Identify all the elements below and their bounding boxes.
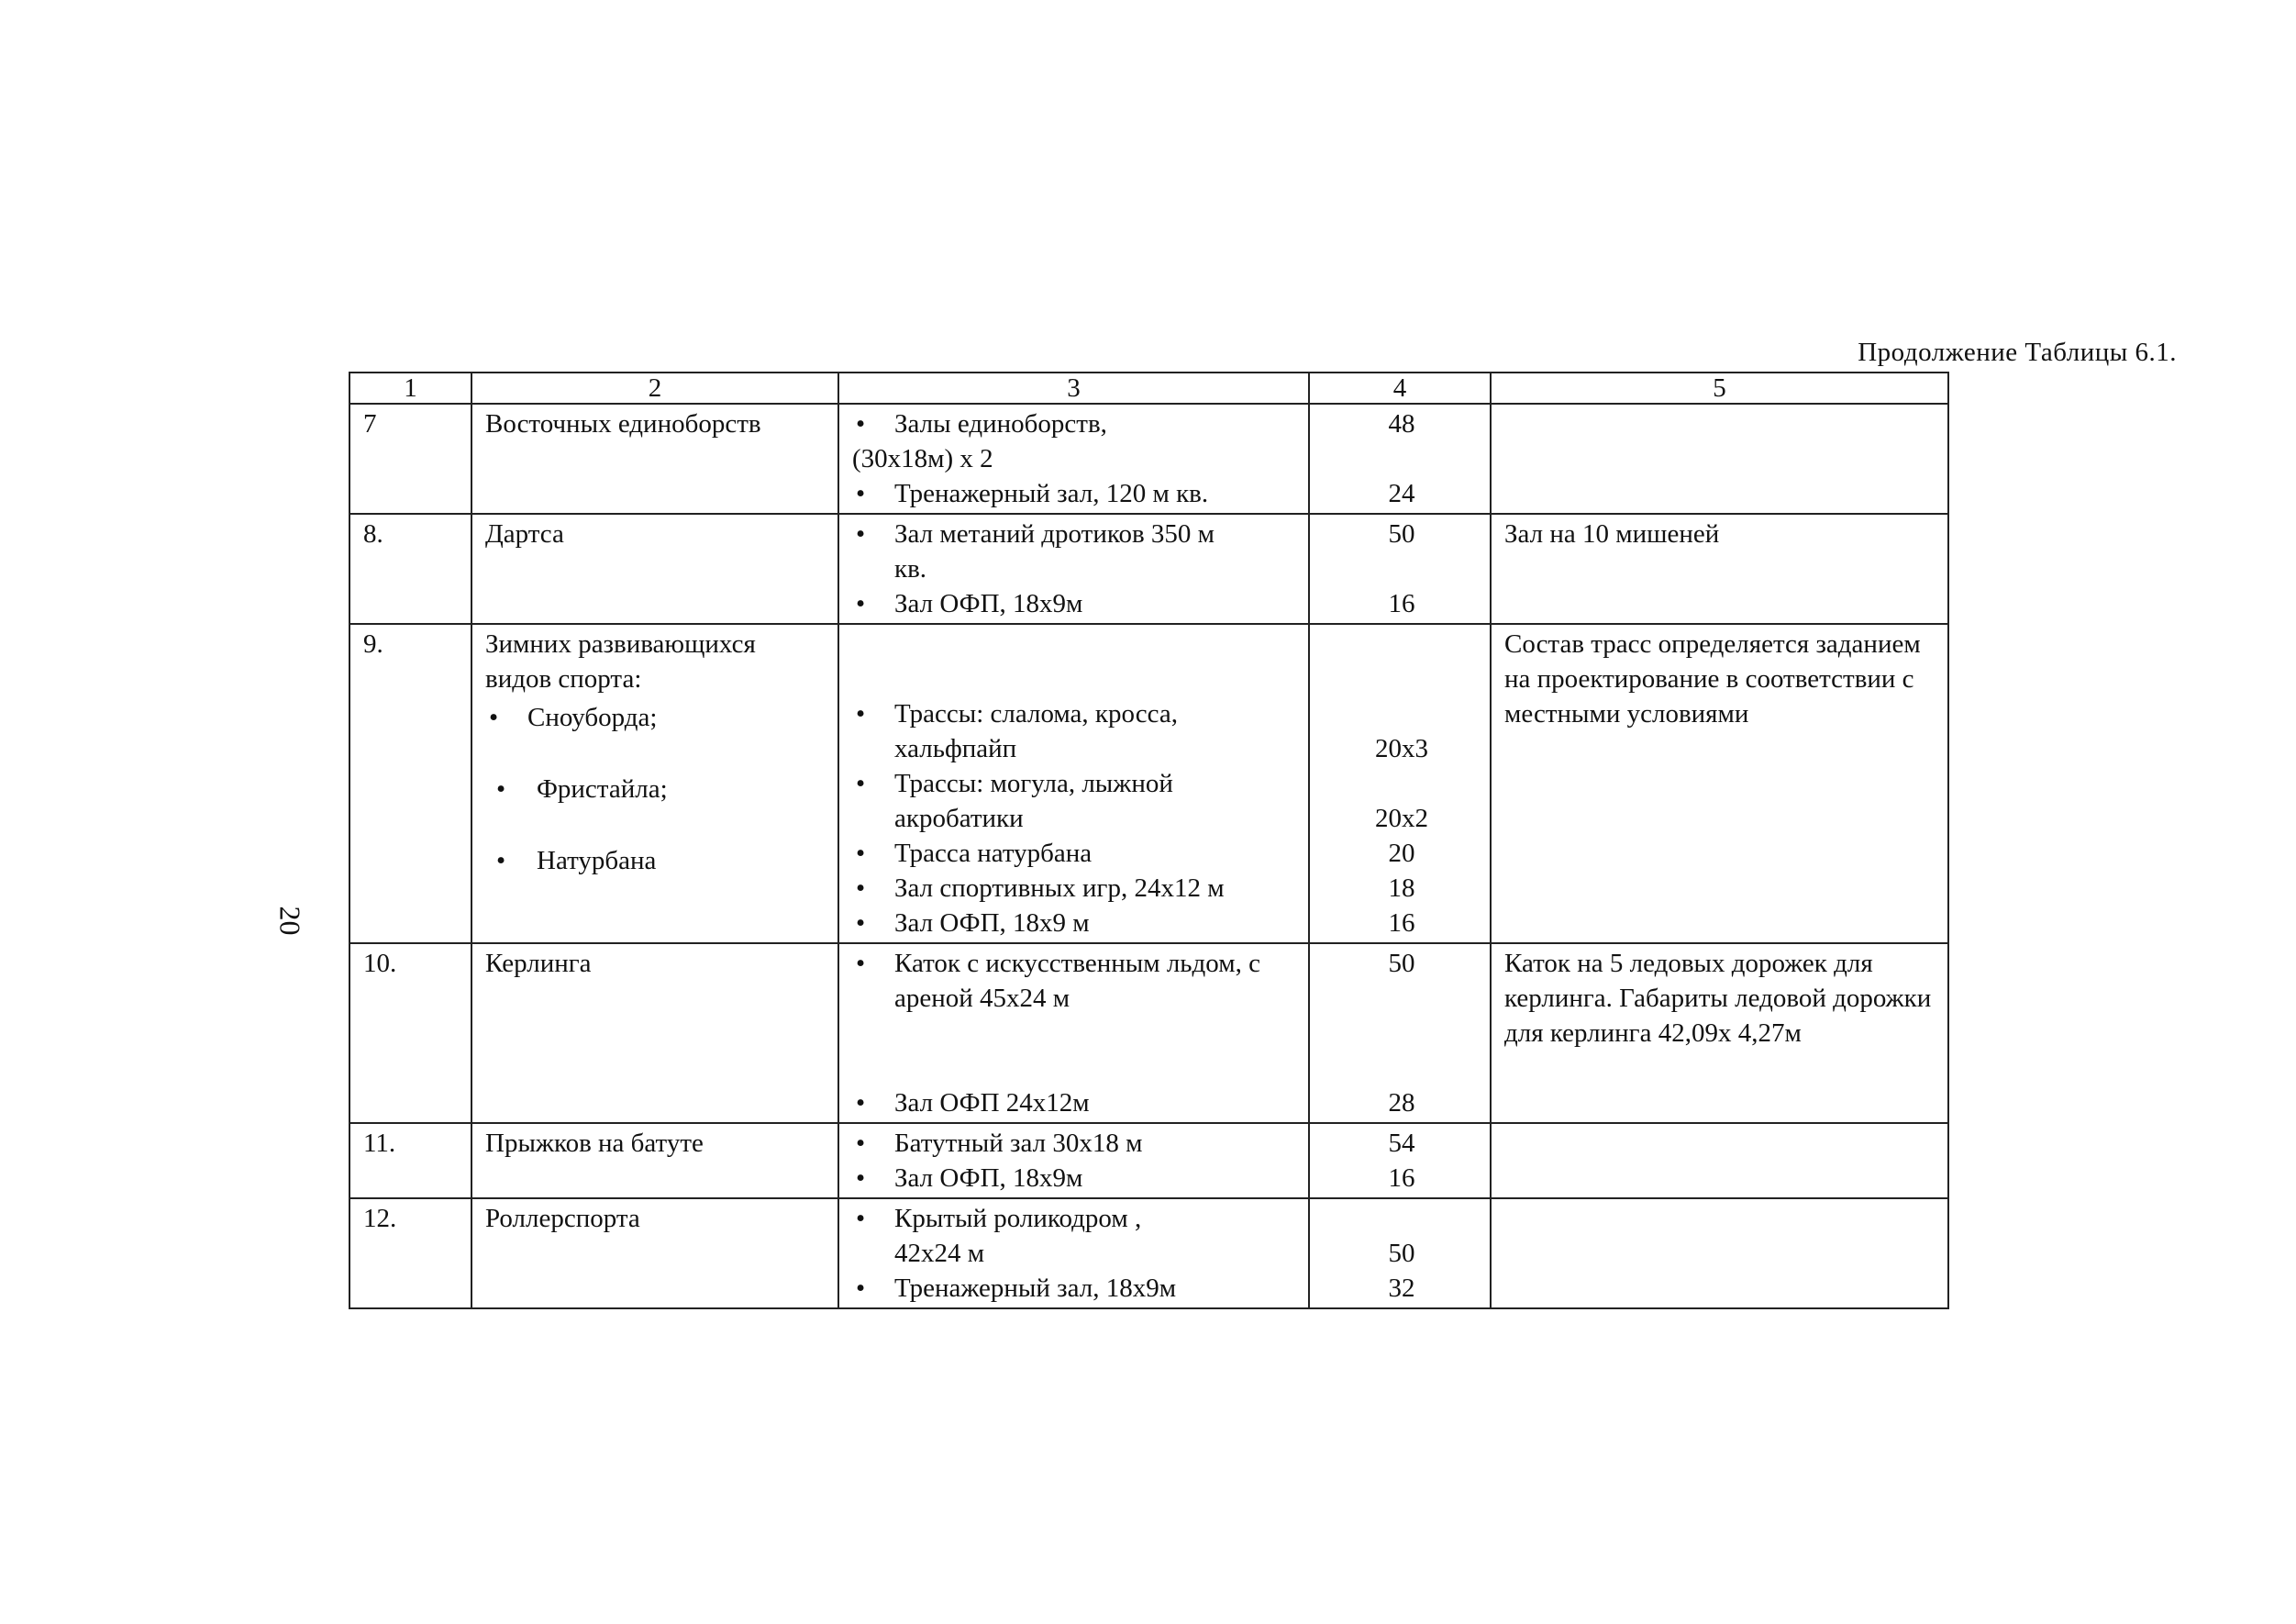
- column-header: 4: [1309, 373, 1491, 404]
- column-header: 3: [838, 373, 1309, 404]
- facility-item: • Трасса натурбана: [852, 836, 1299, 871]
- capacity-value: 28: [1388, 1088, 1415, 1118]
- facility-item-continued: 42х24 м: [894, 1239, 985, 1268]
- sport-group-intro: Зимних развивающихся видов спорта:: [485, 629, 756, 694]
- notes-cell: [1491, 1123, 1948, 1198]
- capacity-value: 50: [1388, 949, 1415, 978]
- facility-item: • Крытый роликодром ,: [852, 1201, 1299, 1236]
- row-number: 10.: [349, 943, 471, 1123]
- capacity-value: 48: [1388, 409, 1415, 439]
- capacity-value: 20: [1388, 839, 1415, 868]
- capacity-value: 16: [1388, 908, 1415, 938]
- capacity-cell: [1309, 404, 1491, 514]
- table-row: [349, 943, 1948, 1123]
- capacity-value: 32: [1388, 1274, 1415, 1303]
- row-number: 9.: [349, 624, 471, 943]
- capacity-value: [1323, 551, 1481, 586]
- capacity-cell: [1309, 1123, 1491, 1198]
- capacity-value: 24: [1388, 479, 1415, 508]
- capacity-cell: [1309, 943, 1491, 1123]
- sport-subitem: • Сноуборда;: [485, 700, 828, 735]
- capacity-value: 16: [1388, 1163, 1415, 1193]
- facility-item: • Залы единоборств,: [852, 406, 1299, 441]
- facility-item: • Тренажерный зал, 120 м кв.: [852, 476, 1299, 511]
- facility-item: • Трассы: слалома, кросса, хальфпайп: [852, 696, 1299, 766]
- sport-name: Керлинга: [471, 943, 838, 1123]
- row-number: 7: [349, 404, 471, 514]
- sport-subitem: • Фристайла;: [485, 772, 828, 806]
- sport-name: Роллерспорта: [471, 1198, 838, 1308]
- table-row: [349, 1123, 1948, 1198]
- facilities-cell: [838, 514, 1309, 624]
- column-header: 5: [1491, 373, 1948, 404]
- facility-item: • Зал ОФП, 18х9м: [852, 1161, 1299, 1196]
- row-number: 12.: [349, 1198, 471, 1308]
- table-row: [349, 1198, 1948, 1308]
- table-row: [349, 404, 1948, 514]
- facility-item: • Тренажерный зал, 18х9м: [852, 1271, 1299, 1306]
- sport-name: Дартса: [471, 514, 838, 624]
- table-header-row: [349, 373, 1948, 404]
- facility-item-continued: (30х18м) х 2: [852, 444, 993, 473]
- sports-facilities-table: [349, 372, 1949, 1309]
- capacity-value: 18: [1388, 873, 1415, 903]
- facility-item: • Батутный зал 30х18 м: [852, 1126, 1299, 1161]
- capacity-value: 20х2: [1375, 804, 1428, 833]
- notes-cell: [1491, 404, 1948, 514]
- facility-item: • Трассы: могула, лыжной акробатики: [852, 766, 1299, 836]
- notes-cell: [1491, 1198, 1948, 1308]
- capacity-value: [1323, 441, 1481, 476]
- page-number: 20: [273, 906, 307, 936]
- sport-name: [471, 624, 838, 943]
- column-header: 2: [471, 373, 838, 404]
- capacity-cell: [1309, 514, 1491, 624]
- table-row: [349, 624, 1948, 943]
- facility-item: • Зал ОФП 24х12м: [852, 1085, 1299, 1120]
- facilities-cell: [838, 1198, 1309, 1308]
- capacity-value: 16: [1388, 589, 1415, 618]
- facility-item: • Зал ОФП, 18х9м: [852, 586, 1299, 621]
- row-number: 8.: [349, 514, 471, 624]
- facility-item: • Зал метаний дротиков 350 м: [852, 517, 1299, 551]
- notes-cell: Каток на 5 ледовых дорожек для керлинга. Габариты ледовой дорожки для керлинга 42,09х 4,27м: [1491, 943, 1948, 1123]
- notes-cell: Зал на 10 мишеней: [1491, 514, 1948, 624]
- facility-item: • Зал ОФП, 18х9 м: [852, 906, 1299, 940]
- notes-cell: Состав трасс определяется заданием на проектирование в соответствии с местными условиями: [1491, 624, 1948, 943]
- capacity-value: 54: [1388, 1129, 1415, 1158]
- facility-item-continued: кв.: [894, 554, 927, 584]
- row-number: 11.: [349, 1123, 471, 1198]
- column-header: 1: [349, 373, 471, 404]
- capacity-value: 20х3: [1375, 734, 1428, 763]
- facilities-cell: [838, 943, 1309, 1123]
- capacity-cell: [1309, 624, 1491, 943]
- table-caption: Продолжение Таблицы 6.1.: [1858, 338, 2177, 367]
- capacity-value: 50: [1388, 1239, 1415, 1268]
- facility-item: • Зал спортивных игр, 24х12 м: [852, 871, 1299, 906]
- table-row: [349, 514, 1948, 624]
- facilities-cell: [838, 1123, 1309, 1198]
- sport-subitem: • Натурбана: [485, 843, 828, 878]
- facilities-cell: [838, 404, 1309, 514]
- capacity-value: 50: [1388, 519, 1415, 549]
- capacity-value: [1323, 1201, 1481, 1236]
- sport-name: Восточных единоборств: [471, 404, 838, 514]
- facility-item: • Каток с искусственным льдом, с ареной 45х24 м: [852, 946, 1299, 1085]
- sport-name: Прыжков на батуте: [471, 1123, 838, 1198]
- capacity-cell: [1309, 1198, 1491, 1308]
- facilities-cell: [838, 624, 1309, 943]
